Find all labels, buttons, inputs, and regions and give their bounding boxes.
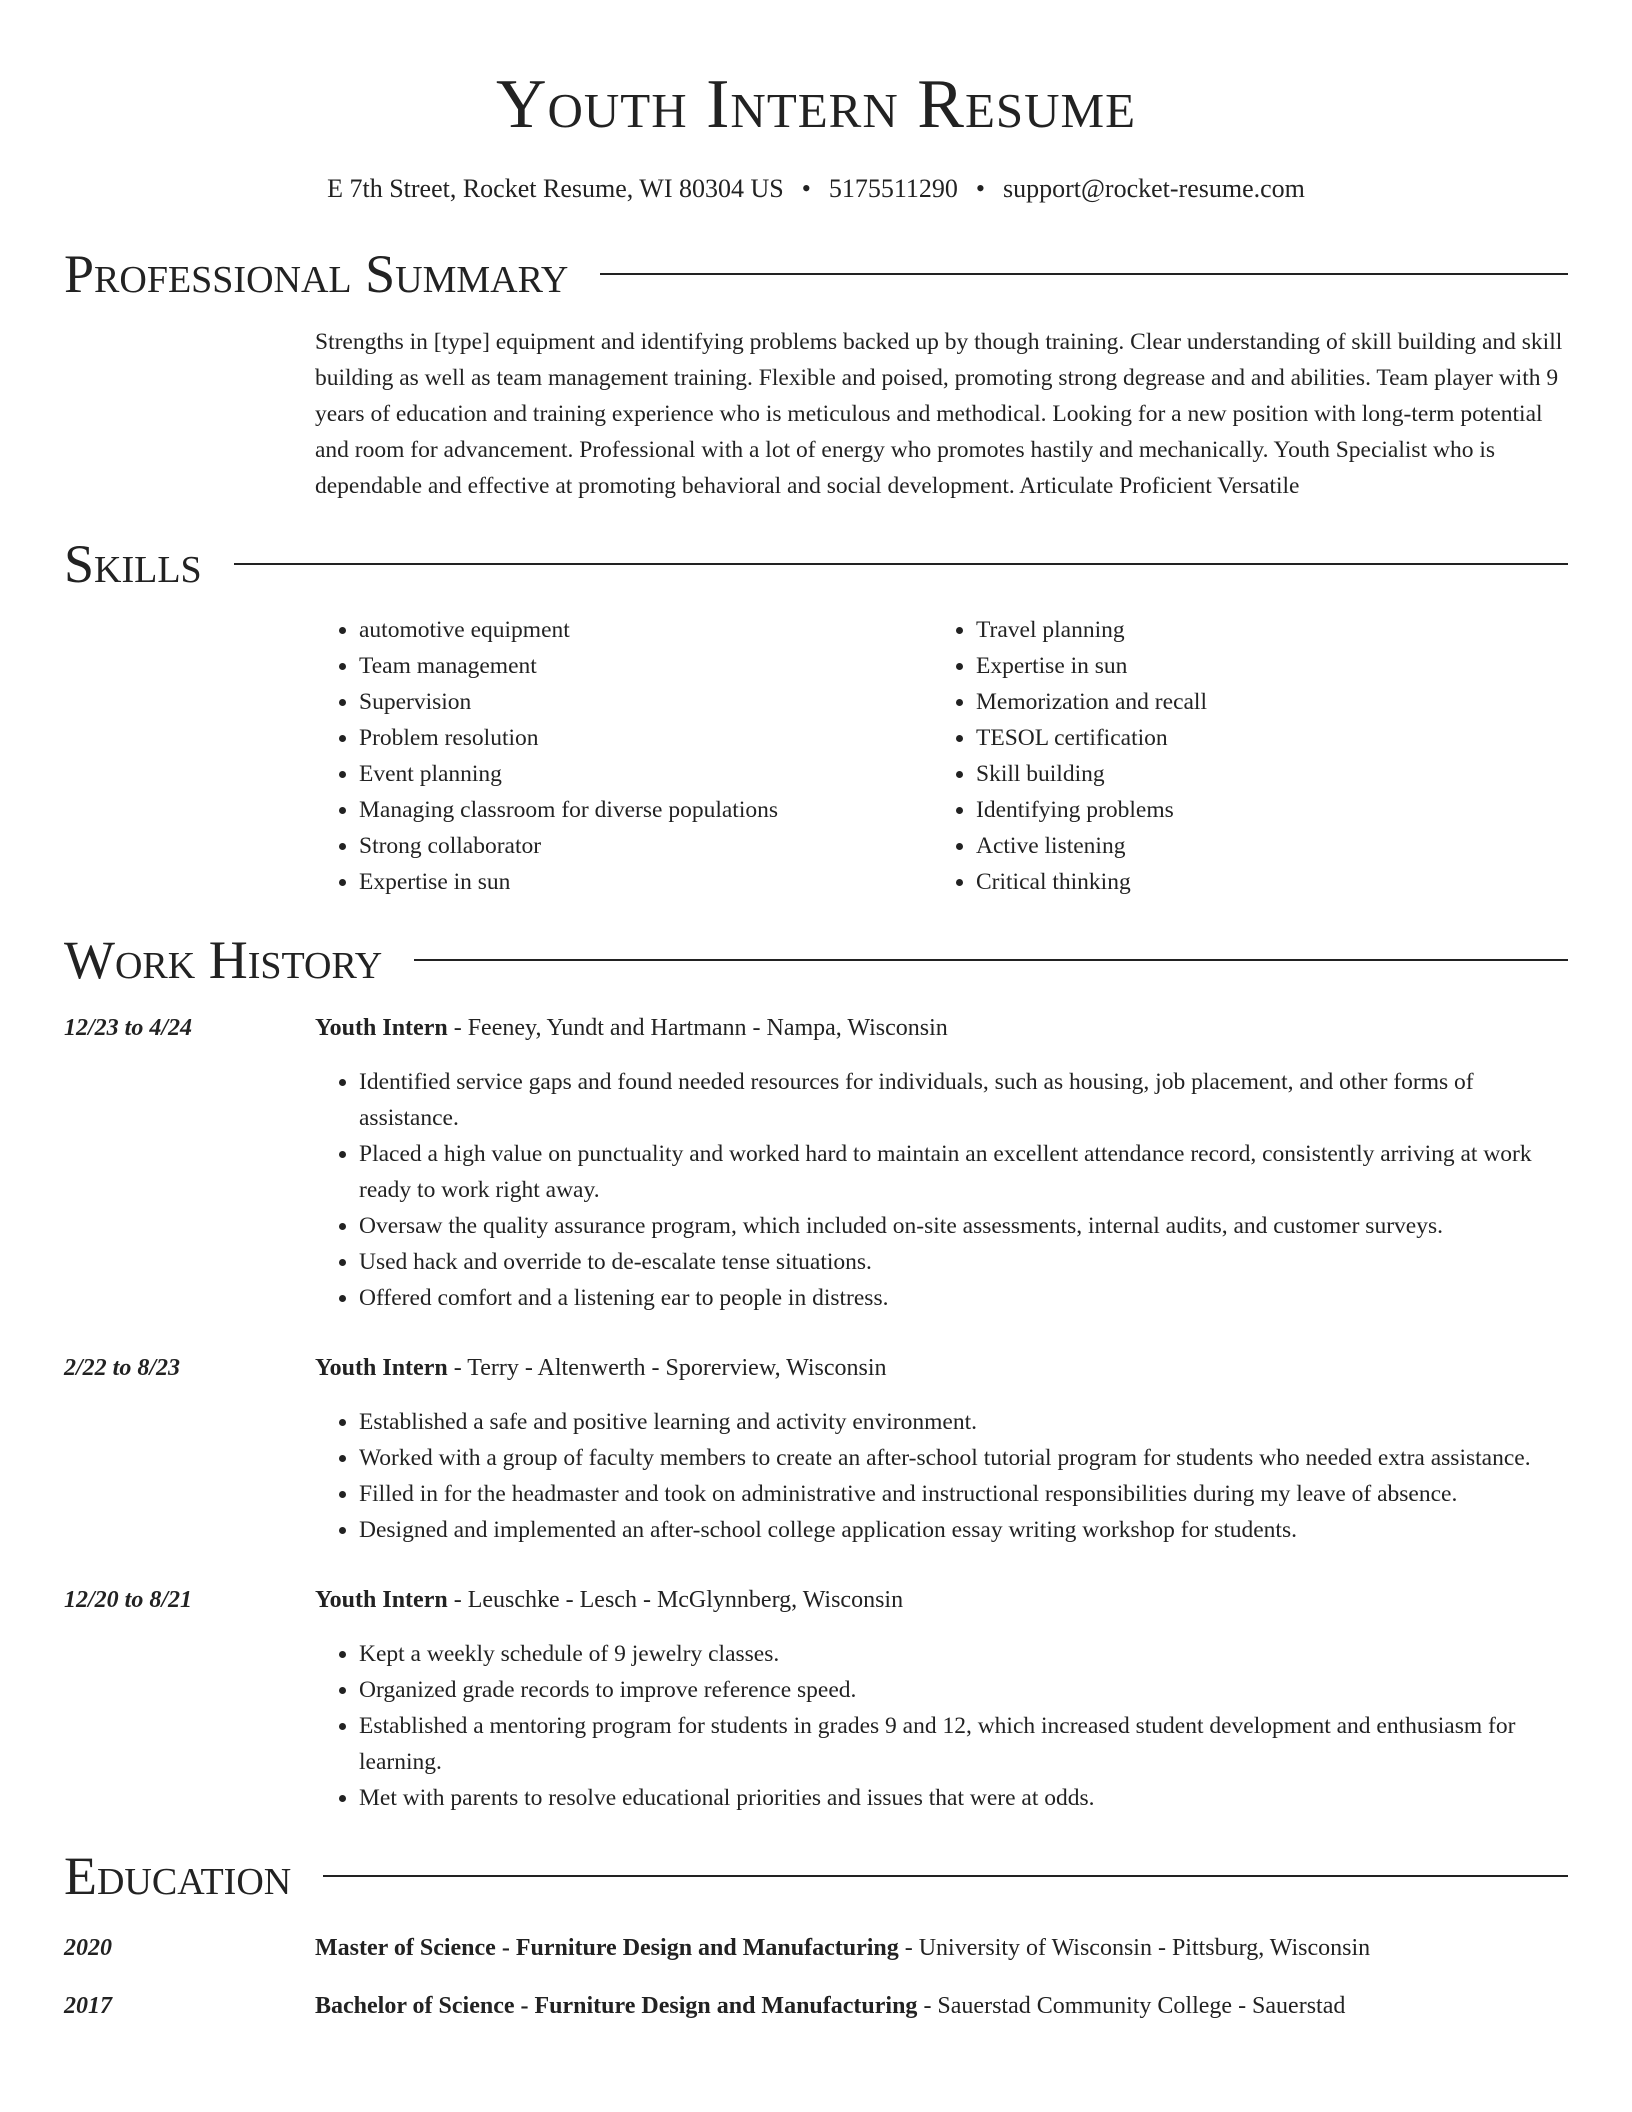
summary-header	[64, 242, 1568, 306]
list-item: • Expertise in sun	[976, 648, 1549, 684]
list-item: • Designed and implemented an after-school college application essay writing workshop for students.	[359, 1512, 1568, 1548]
section-divider	[323, 1875, 1568, 1877]
list-item: • Identifying problems	[976, 792, 1549, 828]
phone: 5175511290	[828, 174, 958, 203]
job-bullets	[315, 1636, 1568, 1816]
job-dates: 2/22 to 8/23	[64, 1355, 181, 1381]
job-bullets	[315, 1404, 1568, 1548]
skills-column-left	[315, 612, 932, 900]
job-heading	[315, 1010, 1568, 1046]
degree: Master of Science - Furniture Design and Manufacturing	[315, 1935, 899, 1961]
school: - Sauerstad Community College - Sauerstad	[917, 1993, 1346, 2019]
education-year: 2020	[64, 1935, 112, 1961]
job-bullets	[315, 1064, 1568, 1316]
education-entry	[64, 1930, 1568, 1966]
list-item: • Placed a high value on punctuality and worked hard to maintain an excellent attendance record, consistently arriving at work ready to work right away.	[359, 1136, 1568, 1208]
job-employer: - Feeney, Yundt and Hartmann - Nampa, Wisconsin	[447, 1015, 948, 1041]
separator: •	[801, 174, 811, 203]
education-entry	[64, 1988, 1568, 2024]
list-item: • Supervision	[359, 684, 932, 720]
job-employer: - Leuschke - Lesch - McGlynnberg, Wisconsin	[447, 1587, 904, 1613]
section-divider	[234, 563, 1568, 565]
list-item: • Travel planning	[976, 612, 1549, 648]
job-entry	[64, 1010, 1568, 1316]
list-item: • Strong collaborator	[359, 828, 932, 864]
list-item: • Filled in for the headmaster and took on administrative and instructional responsibilities during my leave of absence.	[359, 1476, 1568, 1512]
section-divider	[600, 273, 1568, 275]
list-item: • Established a mentoring program for students in grades 9 and 12, which increased student development and enthusiasm for learning.	[359, 1708, 1568, 1780]
list-item: • Identified service gaps and found needed resources for individuals, such as housing, job placement, and other forms of assistance.	[359, 1064, 1568, 1136]
job-title: Youth Intern	[315, 1587, 448, 1613]
work-history-header	[64, 928, 1568, 992]
job-entry	[64, 1350, 1568, 1548]
list-item: • Event planning	[359, 756, 932, 792]
education-header	[64, 1844, 1568, 1908]
address: E 7th Street, Rocket Resume, WI 80304 US	[327, 174, 784, 203]
skills-column-right	[932, 612, 1549, 900]
degree: Bachelor of Science - Furniture Design and Manufacturing	[315, 1993, 918, 2019]
section-divider	[414, 959, 1568, 961]
job-entry	[64, 1582, 1568, 1816]
list-item: • Established a safe and positive learning and activity environment.	[359, 1404, 1568, 1440]
resume-title: Youth Intern Resume	[495, 66, 1137, 143]
section-heading: Education	[64, 1846, 292, 1906]
list-item: • Problem resolution	[359, 720, 932, 756]
section-heading: Skills	[64, 534, 202, 594]
job-title: Youth Intern	[315, 1015, 448, 1041]
section-heading: Work History	[64, 930, 383, 990]
school: - University of Wisconsin - Pittsburg, Wisconsin	[898, 1935, 1371, 1961]
skills-header	[64, 532, 1568, 596]
list-item: • Critical thinking	[976, 864, 1549, 900]
skills-list	[315, 612, 1568, 900]
list-item: • Expertise in sun	[359, 864, 932, 900]
list-item: • Kept a weekly schedule of 9 jewelry classes.	[359, 1636, 1568, 1672]
list-item: • automotive equipment	[359, 612, 932, 648]
list-item: • Organized grade records to improve reference speed.	[359, 1672, 1568, 1708]
list-item: • Worked with a group of faculty members to create an after-school tutorial program for students who needed extra assistance.	[359, 1440, 1568, 1476]
email: support@rocket-resume.com	[1002, 174, 1305, 203]
list-item: • Offered comfort and a listening ear to people in distress.	[359, 1280, 1568, 1316]
separator: •	[975, 174, 985, 203]
list-item: • Used hack and override to de-escalate tense situations.	[359, 1244, 1568, 1280]
education-year: 2017	[64, 1993, 112, 2019]
summary-text: Strengths in [type] equipment and identifying problems backed up by though training. Clear understanding of skill building and skill building as well as team management training. Flexible and poised, promoting strong degrease and and abilities. Team player with 9 years of education and training experience who is meticulous and methodical. Looking for a new position with long-term potential and room for advancement. Professional with a lot of energy who promotes hastily and mechanically. Youth Specialist who is dependable and effective at promoting behavioral and social development. Articulate Proficient Versatile	[315, 329, 1563, 499]
list-item: • Oversaw the quality assurance program, which included on-site assessments, internal audits, and customer surveys.	[359, 1208, 1568, 1244]
job-heading	[315, 1582, 1568, 1618]
section-heading: Professional Summary	[64, 244, 569, 304]
job-dates: 12/20 to 8/21	[64, 1587, 193, 1613]
list-item: • TESOL certification	[976, 720, 1549, 756]
list-item: • Active listening	[976, 828, 1549, 864]
list-item: • Met with parents to resolve educational priorities and issues that were at odds.	[359, 1780, 1568, 1816]
list-item: • Skill building	[976, 756, 1549, 792]
list-item: • Memorization and recall	[976, 684, 1549, 720]
job-dates: 12/23 to 4/24	[64, 1015, 193, 1041]
job-title: Youth Intern	[315, 1355, 448, 1381]
job-heading	[315, 1350, 1568, 1386]
list-item: • Team management	[359, 648, 932, 684]
job-employer: - Terry - Altenwerth - Sporerview, Wisconsin	[447, 1355, 887, 1381]
contact-line	[64, 172, 1568, 206]
list-item: • Managing classroom for diverse populations	[359, 792, 932, 828]
